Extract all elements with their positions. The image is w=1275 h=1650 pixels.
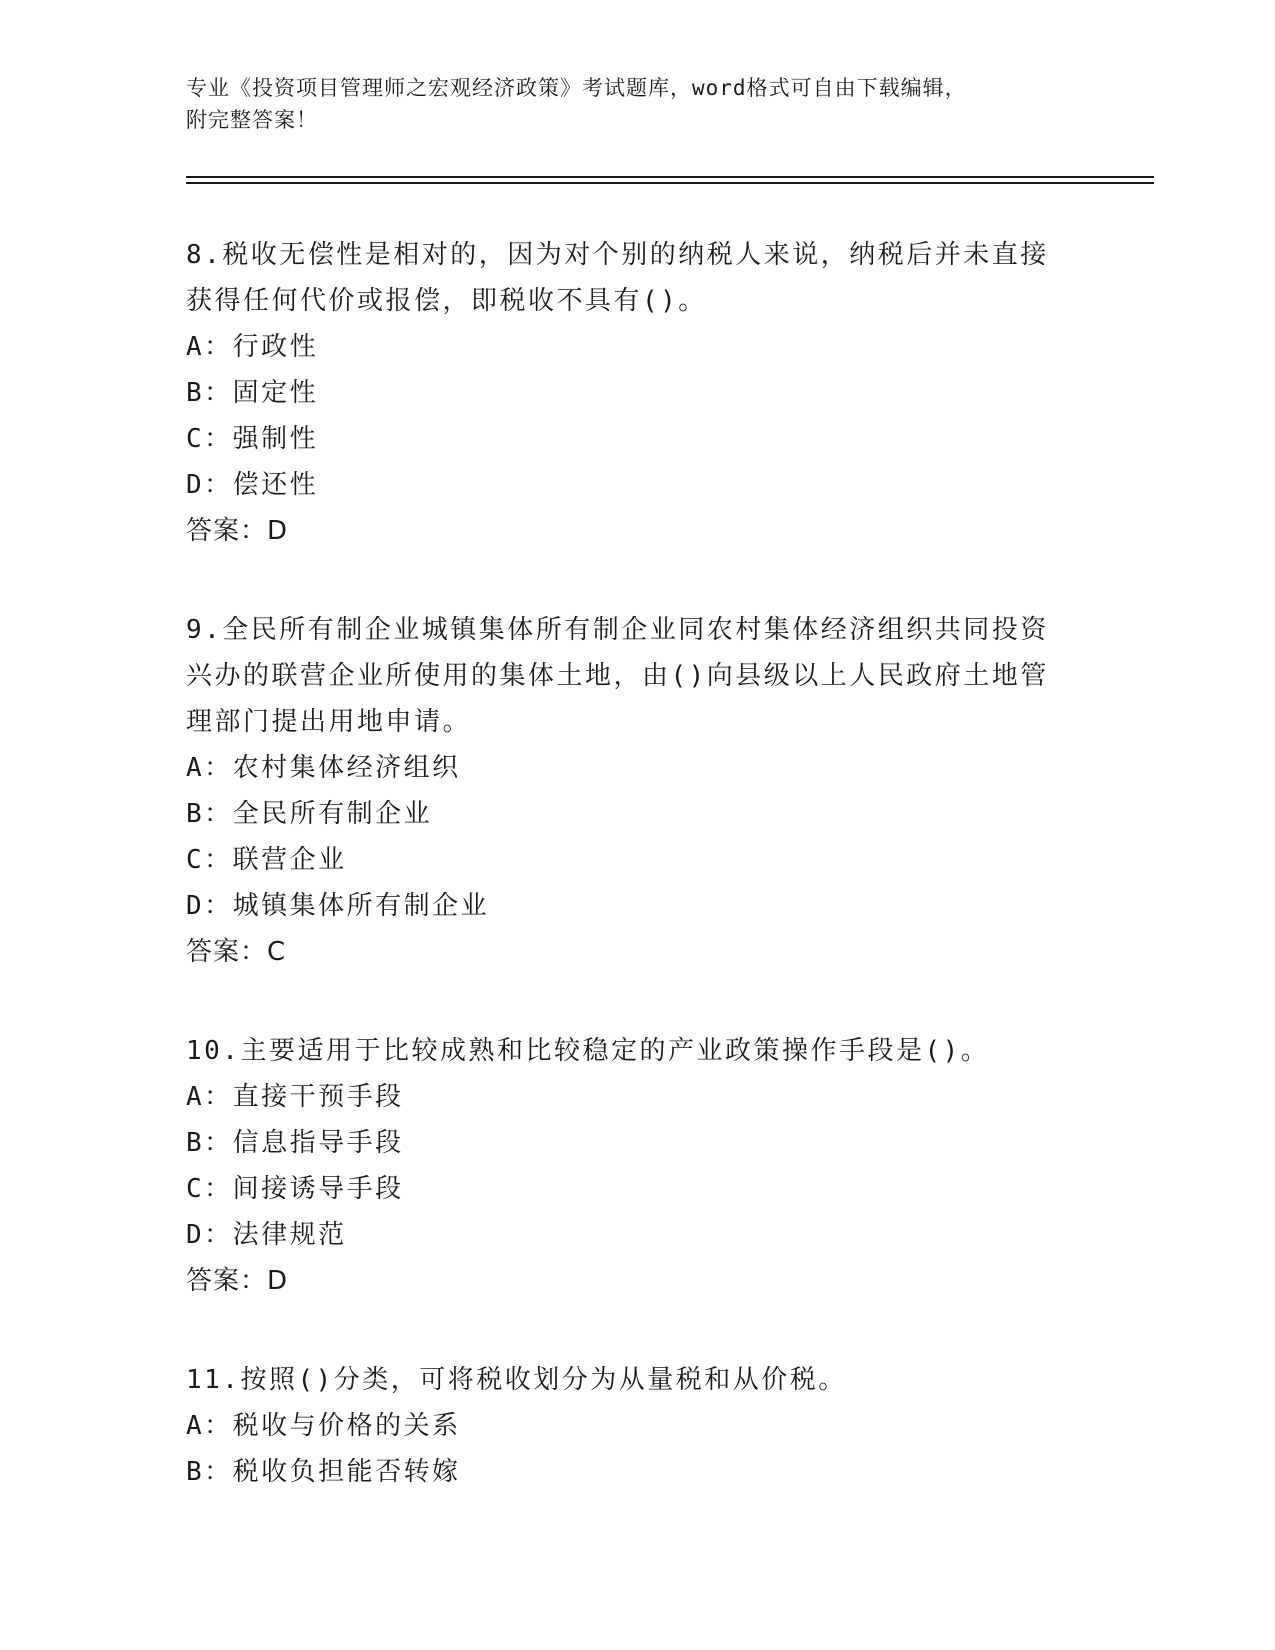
option-a: A：行政性 [186, 332, 319, 362]
option-c: C：间接诱导手段 [186, 1174, 404, 1204]
option-a: A：税收与价格的关系 [186, 1411, 461, 1441]
question-10 [186, 1028, 1066, 1304]
question-stem: 8.税收无偿性是相对的，因为对个别的纳税人来说，纳税后并未直接获得任何代价或报偿，即税收不具有()。 [186, 240, 1049, 316]
option-a: A：农村集体经济组织 [186, 753, 461, 783]
question-stem: 9.全民所有制企业城镇集体所有制企业同农村集体经济组织共同投资兴办的联营企业所使用的集体土地，由()向县级以上人民政府土地管理部门提出用地申请。 [186, 615, 1049, 737]
option-a: A：直接干预手段 [186, 1082, 404, 1112]
header-divider-top [186, 176, 1154, 178]
option-b: B：税收负担能否转嫁 [186, 1457, 461, 1487]
option-b: B：全民所有制企业 [186, 799, 433, 829]
header-divider-bottom [186, 182, 1154, 184]
option-d: D：城镇集体所有制企业 [186, 891, 490, 921]
option-c: C：强制性 [186, 424, 319, 454]
option-d: D：偿还性 [186, 470, 319, 500]
answer-line: 答案：D [186, 516, 289, 546]
option-d: D：法律规范 [186, 1220, 347, 1250]
header-line-1: 专业《投资项目管理师之宏观经济政策》考试题库，word格式可自由下载编辑， [186, 76, 967, 100]
question-11 [186, 1357, 1066, 1495]
document-header [186, 72, 1086, 136]
header-line-2: 附完整答案！ [186, 108, 318, 132]
question-stem: 11.按照()分类，可将税收划分为从量税和从价税。 [186, 1365, 847, 1395]
answer-line: 答案：C [186, 937, 287, 967]
question-9 [186, 607, 1066, 975]
question-stem: 10.主要适用于比较成熟和比较稳定的产业政策操作手段是()。 [186, 1036, 990, 1066]
option-b: B：信息指导手段 [186, 1128, 404, 1158]
question-8 [186, 232, 1066, 554]
question-list [186, 232, 1066, 1548]
answer-line: 答案：D [186, 1266, 289, 1296]
option-b: B：固定性 [186, 378, 319, 408]
option-c: C：联营企业 [186, 845, 347, 875]
